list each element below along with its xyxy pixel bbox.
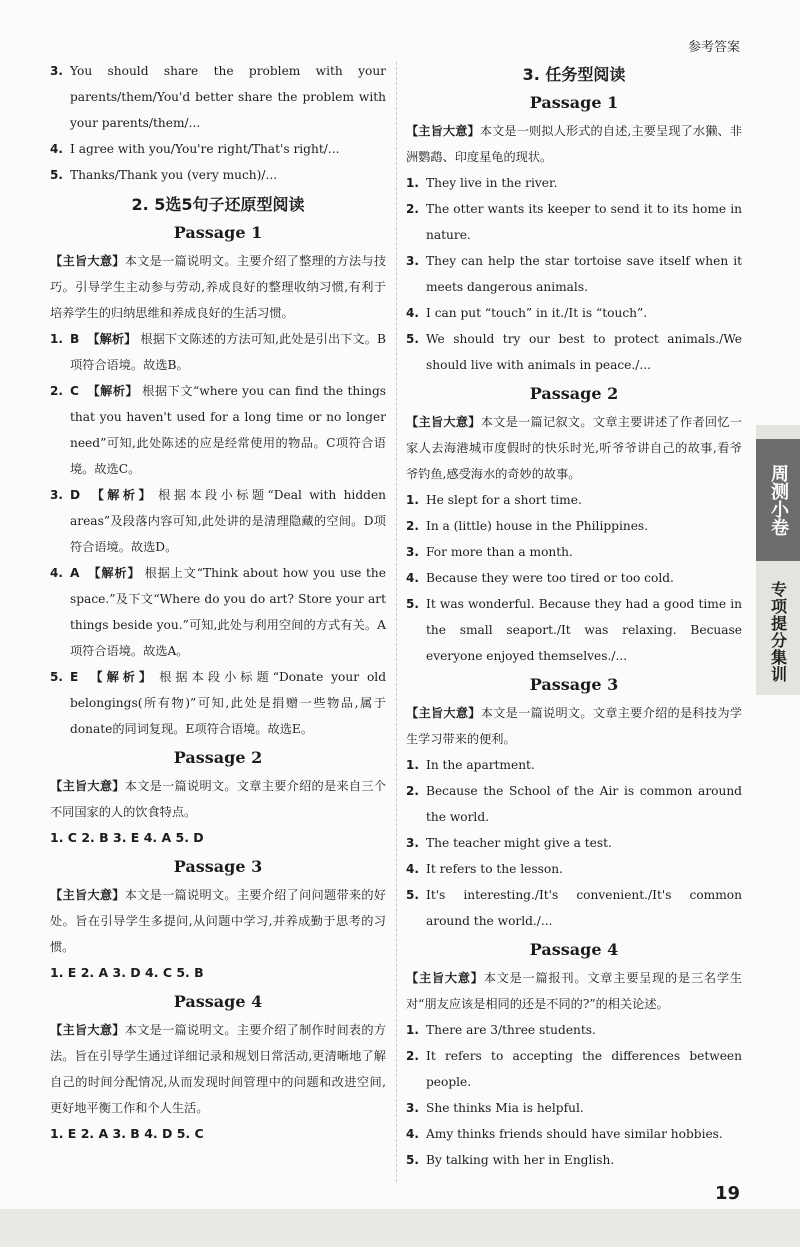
- answers-row: 1. E 2. A 3. D 4. C 5. B: [50, 965, 204, 980]
- side-tab-title: 周测小卷: [756, 439, 800, 561]
- answer-item: 1. B 【解析】 根据下文陈述的方法可知,此处是引出下文。B项符合语境。故选B。: [50, 332, 386, 372]
- passage-title: Passage 3: [529, 675, 619, 694]
- answer-item: 4. Because they were too tired or too cold.: [406, 571, 674, 585]
- passage-title: Passage 2: [529, 384, 619, 403]
- column-divider: [396, 62, 397, 1182]
- answer-item: 3. The teacher might give a test.: [406, 836, 612, 850]
- answers-row: 1. C 2. B 3. E 4. A 5. D: [50, 830, 204, 845]
- answer-item: 4. Amy thinks friends should have similar hobbies.: [406, 1127, 723, 1141]
- side-tab-subtitle: 专项提分集训: [768, 581, 788, 683]
- answer-item: 2. In a (little) house in the Philippines.: [406, 519, 649, 533]
- passage-title: Passage 1: [173, 223, 263, 242]
- answer-item: 5. It's interesting./It's convenient./It's common around the world./...: [406, 888, 742, 928]
- section-title: 2. 5选5句子还原型阅读: [131, 195, 305, 214]
- right-column: [406, 58, 742, 1173]
- answer-item: 3. She thinks Mia is helpful.: [406, 1101, 584, 1115]
- passage-title: Passage 4: [529, 940, 619, 959]
- page-number: 19: [714, 1183, 740, 1204]
- answer-item: 5. We should try our best to protect animals./We should live with animals in peace./...: [406, 332, 742, 372]
- answer-item: 3. For more than a month.: [406, 545, 573, 559]
- answer-item: 1. There are 3/three students.: [406, 1023, 596, 1037]
- answer-item: 3. D 【解析】 根据本段小标题“Deal with hidden areas”及段落内容可知,此处讲的是清理隐藏的空间。D项符合语境。故选D。: [50, 488, 386, 554]
- answer-item: 4. A 【解析】 根据上文“Think about how you use the space.”及下文“Where do you do art? Store your art things beside you.”可知,此处与利用空间的方式有关。A项符合语境。故选A。: [50, 566, 386, 658]
- passage-title: Passage 1: [529, 93, 619, 112]
- answer-item: 2. C 【解析】 根据下文“where you can find the things that you haven't used for a long time or no longer need”可知,此处陈述的应是经常使用的物品。C项符合语境。故选C。: [50, 384, 387, 476]
- answers-row: 1. E 2. A 3. B 4. D 5. C: [50, 1126, 204, 1141]
- answer-item: 3. They can help the star tortoise save itself when it meets dangerous animals.: [406, 254, 742, 294]
- side-tab: [756, 425, 800, 695]
- answer-item: 1. They live in the river.: [406, 176, 558, 190]
- passage-summary: 【主旨大意】本文是一则拟人形式的自述,主要呈现了水獭、非洲鹦鹉、印度星龟的现状。: [406, 124, 743, 164]
- answer-item: 4. It refers to the lesson.: [406, 862, 563, 876]
- answer-item: 1. In the apartment.: [406, 758, 535, 772]
- passage-summary: 【主旨大意】本文是一篇报刊。文章主要呈现的是三名学生对“朋友应该是相同的还是不同的?”的相关论述。: [406, 971, 743, 1011]
- passage-summary: 【主旨大意】本文是一篇记叙文。文章主要讲述了作者回忆一家人去海港城市度假时的快乐时光,听爷爷讲自己的故事,看爷爷钓鱼,感受海水的奇妙的故事。: [406, 415, 743, 481]
- answer-item: 5. E 【解析】 根据本段小标题“Donate your old belongings(所有物)”可知,此处是捐赠一些物品,属于donate的同词复现。E项符合语境。故选E。: [50, 670, 387, 736]
- answer-item: 4. I can put “touch” in it./It is “touch”.: [406, 306, 648, 320]
- passage-title: Passage 2: [173, 748, 263, 767]
- answer-item: 2. Because the School of the Air is common around the world.: [406, 784, 742, 824]
- passage-summary: 【主旨大意】本文是一篇说明文。主要介绍了制作时间表的方法。旨在引导学生通过详细记录和规划日常活动,更清晰地了解自己的时间分配情况,从而发现时间管理中的问题和改进空间,更好地平衡工作和个人生活。: [50, 1023, 387, 1115]
- passage-summary: 【主旨大意】本文是一篇说明文。文章主要介绍的是来自三个不同国家的人的饮食特点。: [50, 779, 387, 819]
- answer-item: 2. The otter wants its keeper to send it to its home in nature.: [406, 202, 742, 242]
- answer-item: 5. It was wonderful. Because they had a good time in the small seaport./It was relaxing. Becuase everyone enjoyed themselves./...: [406, 597, 742, 663]
- answer-item: 2. It refers to accepting the differences between people.: [406, 1049, 742, 1089]
- passage-summary: 【主旨大意】本文是一篇说明文。主要介绍了整理的方法与技巧。引导学生主动参与劳动,养成良好的整理收纳习惯,有利于培养学生的归纳思维和养成良好的生活习惯。: [50, 254, 387, 320]
- passage-title: Passage 4: [173, 992, 263, 1011]
- passage-summary: 【主旨大意】本文是一篇说明文。主要介绍了问问题带来的好处。旨在引导学生多提问,从问题中学习,并养成勤于思考的习惯。: [50, 888, 387, 954]
- intro-item: 4. I agree with you/You're right/That's right/...: [50, 142, 340, 156]
- answer-item: 1. He slept for a short time.: [406, 493, 582, 507]
- answer-item: 5. By talking with her in English.: [406, 1153, 615, 1167]
- bottom-strip: [0, 1209, 800, 1247]
- header-label: 参考答案: [687, 40, 740, 55]
- intro-item: 5. Thanks/Thank you (very much)/...: [50, 168, 278, 182]
- intro-item: 3. You should share the problem with your parents/them/You'd better share the problem with your parents/them/...: [50, 64, 386, 130]
- passage-title: Passage 3: [173, 857, 263, 876]
- left-column: [50, 58, 386, 1151]
- passage-summary: 【主旨大意】本文是一篇说明文。文章主要介绍的是科技为学生学习带来的便利。: [406, 706, 743, 746]
- section-title: 3. 任务型阅读: [522, 65, 626, 84]
